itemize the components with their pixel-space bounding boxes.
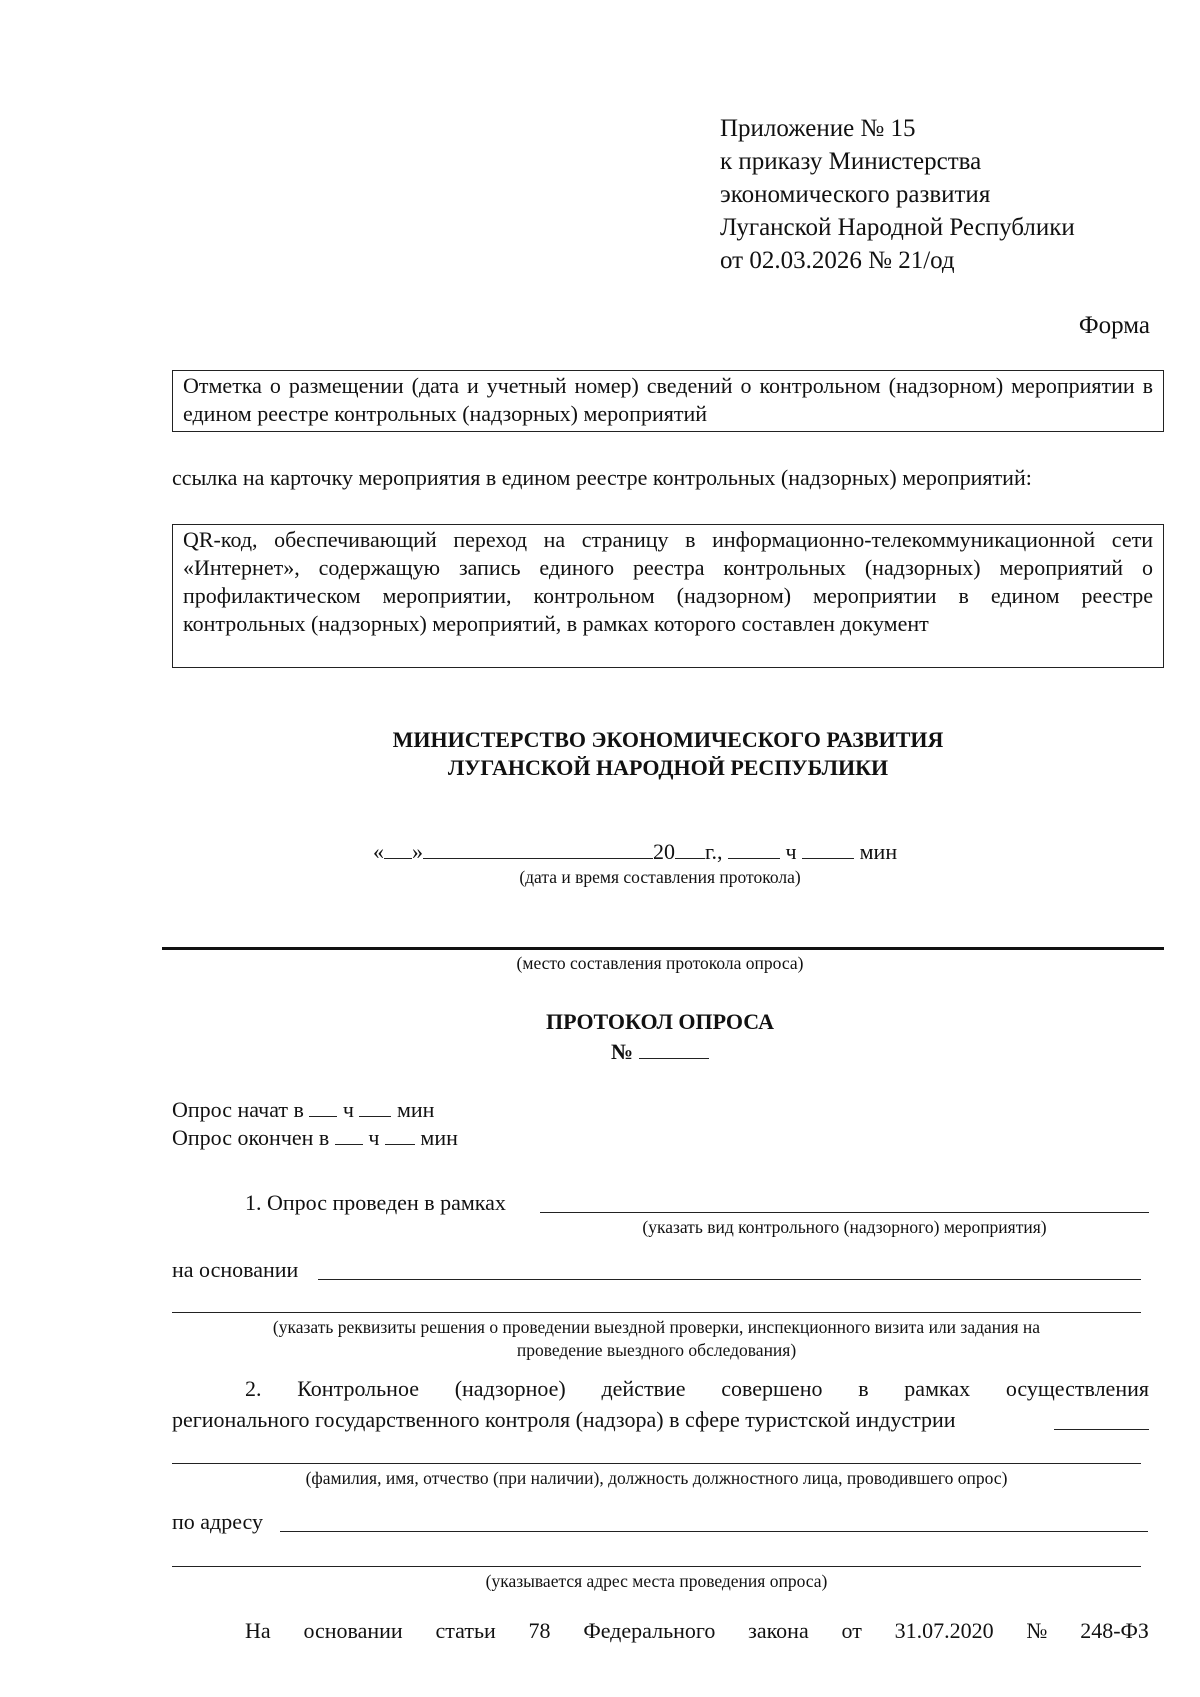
law-word: статьи [435, 1618, 496, 1643]
law-word: На [245, 1618, 271, 1643]
month-field[interactable] [423, 838, 653, 859]
law-word: 248-ФЗ [1080, 1618, 1149, 1643]
item2-line2: регионального государственного контроля (надзора) в сфере туристской индустрии [172, 1407, 956, 1432]
appendix-line: от 02.03.2026 № 21/од [720, 247, 955, 274]
open-quote: « [373, 839, 384, 864]
end-minutes-label: мин [420, 1125, 458, 1150]
item2-line1: 2. Контрольное (надзорное) действие совершено в рамках осуществления [245, 1376, 1149, 1401]
address-label: по адресу [172, 1509, 264, 1534]
start-time-line [172, 1096, 434, 1124]
law-word: основании [303, 1618, 403, 1643]
end-minutes-field[interactable] [385, 1124, 415, 1145]
qr-code-box: QR-код, обеспечивающий переход на страницу в информационно-телекоммуникационной сети «Интернет», содержащую запись единого реестра контрольных (надзорных) мероприятий о профилактическом мероприятии, контрольном (надзорном) мероприятии в едином реестре контрольных (надзорных) мероприятий, в рамках которого составлен документ [172, 524, 1164, 668]
start-minutes-field[interactable] [359, 1096, 391, 1117]
start-hours-field[interactable] [309, 1096, 337, 1117]
year-suffix: г., [705, 839, 723, 864]
appendix-line: экономического развития [720, 181, 991, 208]
place-field-line[interactable] [162, 947, 1164, 950]
official-caption: (фамилия, имя, отчество (при наличии), должность должностного лица, проводившего опрос) [305, 1468, 1008, 1488]
law-word: 78 [528, 1618, 551, 1643]
end-hours-label: ч [368, 1125, 380, 1150]
law-word: закона [748, 1618, 809, 1643]
hours-field[interactable] [728, 838, 780, 859]
number-sign: № [611, 1039, 634, 1064]
ministry-title [172, 726, 1164, 782]
year-prefix: 20 [653, 839, 675, 864]
place-caption: (место составления протокола опроса) [516, 953, 804, 973]
law-reference-line [245, 1617, 1149, 1645]
protocol-title: ПРОТОКОЛ ОПРОСА [546, 1009, 774, 1034]
basis-label: на основании [172, 1257, 299, 1282]
start-minutes-label: мин [396, 1097, 435, 1122]
ministry-title-line: МИНИСТЕРСТВО ЭКОНОМИЧЕСКОГО РАЗВИТИЯ [392, 727, 944, 752]
item1-label: 1. Опрос проведен в рамках [245, 1190, 506, 1215]
year-field[interactable] [675, 838, 705, 859]
basis-field-line[interactable] [318, 1279, 1141, 1280]
end-time-line [172, 1124, 458, 1152]
basis-caption-line: (указать реквизиты решения о проведении выездной проверки, инспекционного визита или задания на [272, 1317, 1041, 1337]
minutes-field[interactable] [802, 838, 854, 859]
protocol-date-line [373, 838, 897, 866]
law-word: Федерального [583, 1618, 716, 1643]
law-word: от [841, 1618, 862, 1643]
date-caption: (дата и время составления протокола) [519, 867, 801, 887]
basis-caption-line: проведение выездного обследования) [516, 1340, 797, 1360]
item2-field-line[interactable] [1054, 1429, 1149, 1430]
item1-field-line[interactable] [540, 1212, 1149, 1213]
basis-caption [172, 1316, 1141, 1362]
protocol-number [611, 1038, 709, 1066]
start-hours-label: ч [342, 1097, 354, 1122]
address-caption: (указывается адрес места проведения опроса) [485, 1571, 828, 1591]
card-link-label: ссылка на карточку мероприятия в едином реестре контрольных (надзорных) мероприятий: [172, 465, 1032, 490]
law-word: № [1026, 1618, 1048, 1643]
official-field-line[interactable] [172, 1463, 1141, 1464]
hours-label: ч [785, 839, 797, 864]
protocol-number-field[interactable] [639, 1038, 709, 1059]
appendix-line: к приказу Министерства [720, 148, 982, 175]
ministry-title-line: ЛУГАНСКОЙ НАРОДНОЙ РЕСПУБЛИКИ [447, 755, 889, 780]
form-label: Форма [1078, 312, 1150, 339]
item1-caption: (указать вид контрольного (надзорного) мероприятия) [642, 1217, 1047, 1237]
appendix-line: Приложение № 15 [720, 115, 916, 142]
minutes-label: мин [859, 839, 898, 864]
address-field-line-2[interactable] [172, 1566, 1141, 1567]
basis-field-line-2[interactable] [172, 1312, 1141, 1313]
law-word: 31.07.2020 [894, 1618, 994, 1643]
close-quote: » [412, 839, 423, 864]
start-label: Опрос начат в [172, 1097, 304, 1122]
address-field-line[interactable] [280, 1531, 1148, 1532]
day-field[interactable] [384, 838, 412, 859]
end-hours-field[interactable] [335, 1124, 363, 1145]
appendix-block [720, 112, 1160, 277]
appendix-line: Луганской Народной Республики [720, 214, 1075, 241]
end-label: Опрос окончен в [172, 1125, 330, 1150]
registry-mark-box: Отметка о размещении (дата и учетный номер) сведений о контрольном (надзорном) мероприятии в едином реестре контрольных (надзорных) мероприятий [172, 370, 1164, 432]
